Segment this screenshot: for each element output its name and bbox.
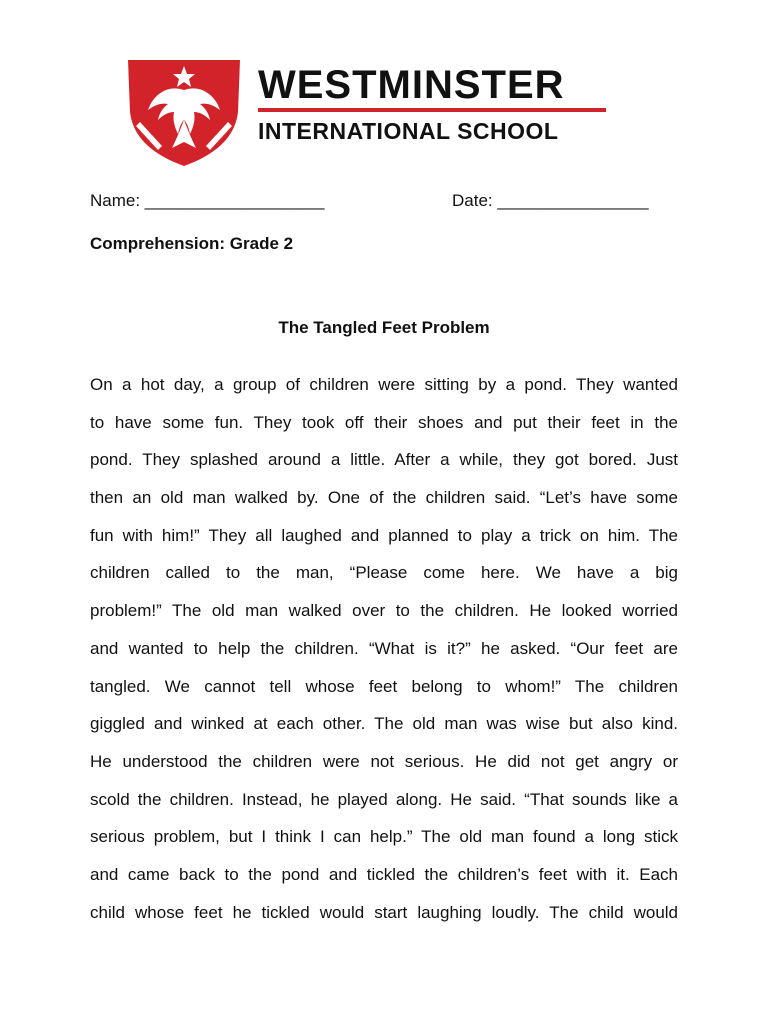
school-name-line2: INTERNATIONAL SCHOOL	[258, 118, 559, 144]
school-name-rule	[258, 108, 606, 112]
story-line: then an old man walked by. One of the children said. “Let’s have some	[90, 488, 678, 508]
story-line: He understood the children were not serious. He did not get angry or	[90, 751, 678, 771]
story-line: tangled. We cannot tell whose feet belong to whom!” The children	[90, 676, 678, 696]
story-line: On a hot day, a group of children were sitting by a pond. They wanted	[90, 375, 678, 394]
school-name-line1: WESTMINSTER	[258, 63, 565, 107]
phoenix-crest-icon	[122, 52, 246, 168]
date-field-label: Date: ________________	[452, 191, 649, 210]
subject-heading: Comprehension: Grade 2	[90, 234, 294, 253]
school-name	[258, 64, 618, 144]
story-line: children called to the man, “Please come here. We have a big	[90, 563, 678, 583]
story-line: pond. They splashed around a little. After a while, they got bored. Just	[90, 450, 678, 470]
story-line: problem!” The old man walked over to the children. He looked worried	[90, 601, 678, 621]
story-title: The Tangled Feet Problem	[278, 318, 490, 337]
name-field-label: Name: ___________________	[90, 191, 325, 210]
story-line: and wanted to help the children. “What is it?” he asked. “Our feet are	[90, 638, 678, 658]
story-body	[90, 366, 678, 931]
story-line: child whose feet he tickled would start laughing loudly. The child would	[90, 902, 678, 922]
story-line: and came back to the pond and tickled the children’s feet with it. Each	[90, 864, 678, 884]
story-line: scold the children. Instead, he played along. He said. “That sounds like a	[90, 789, 678, 809]
school-logo	[122, 52, 622, 170]
story-line: giggled and winked at each other. The old man was wise but also kind.	[90, 714, 678, 734]
story-line: fun with him!” They all laughed and planned to play a trick on him. The	[90, 525, 678, 545]
story-line: serious problem, but I think I can help.” The old man found a long stick	[90, 827, 678, 847]
story-line: to have some fun. They took off their shoes and put their feet in the	[90, 412, 678, 432]
